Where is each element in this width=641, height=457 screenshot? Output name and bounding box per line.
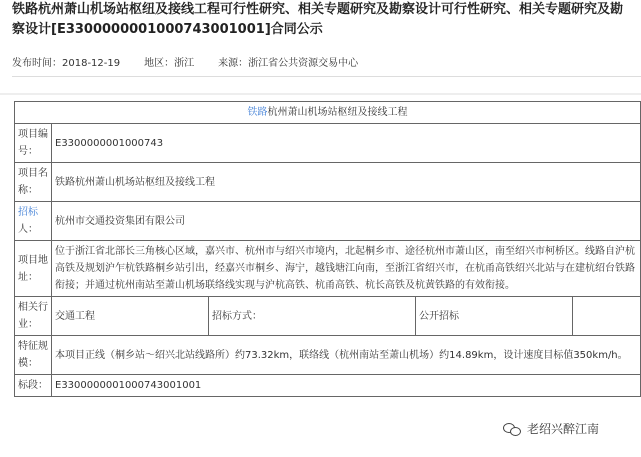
watermark <box>497 418 605 439</box>
scale-label: 特征规模： <box>15 336 52 375</box>
page-title: 铁路杭州萧山机场站枢纽及接线工程可行性研究、相关专题研究及勘察设计可行性研究、相关专题研究及勘察设计[E3300000001000743001001]合同公示 <box>12 2 624 37</box>
table-row <box>15 241 641 297</box>
industry-value: 交通工程 <box>52 297 209 336</box>
source-label: 来源： <box>218 58 249 69</box>
header-text: 杭州萧山机场站枢纽及接线工程 <box>267 107 408 118</box>
project-no-label: 项目编号： <box>15 124 52 163</box>
tender-label-rest: 人： <box>18 224 38 235</box>
tender-link[interactable]: 招标 <box>18 207 38 218</box>
method-value: 公开招标 <box>416 297 573 336</box>
tender-value: 杭州市交通投资集团有限公司 <box>52 202 641 241</box>
project-info-table <box>14 101 641 397</box>
section-label: 标段： <box>15 375 52 397</box>
source <box>218 54 358 69</box>
project-name-value: 铁路杭州萧山机场站枢纽及接线工程 <box>52 163 641 202</box>
project-name-label: 项目名称： <box>15 163 52 202</box>
source-value: 浙江省公共资源交易中心 <box>248 58 359 69</box>
table-row <box>15 297 641 336</box>
project-no-value: E3300000001000743 <box>52 124 641 163</box>
table-row <box>15 375 641 397</box>
region-label: 地区： <box>144 58 175 69</box>
header-link[interactable]: 铁路 <box>247 107 268 118</box>
table-header <box>15 102 641 124</box>
table-row <box>15 163 641 202</box>
industry-label: 相关行业： <box>15 297 52 336</box>
address-label: 项目地址： <box>15 241 52 297</box>
empty-cell <box>573 297 641 336</box>
publish-value: 2018-12-19 <box>62 58 121 69</box>
region-value: 浙江 <box>174 58 195 69</box>
tender-label <box>15 202 52 241</box>
watermark-text: 老绍兴醉江南 <box>527 422 600 436</box>
region <box>144 54 194 69</box>
divider <box>12 76 641 77</box>
wechat-icon <box>503 422 521 436</box>
table-row <box>15 124 641 163</box>
section-divider <box>0 93 641 95</box>
publish-label: 发布时间： <box>12 58 62 69</box>
article-meta <box>12 54 358 69</box>
section-value: E3300000001000743001001 <box>52 375 641 397</box>
table-row <box>15 202 641 241</box>
method-label: 招标方式： <box>209 297 416 336</box>
publish-date <box>12 54 120 69</box>
table-header-row <box>15 102 641 124</box>
table-row <box>15 336 641 375</box>
scale-value: 本项目正线（桐乡站～绍兴北站线路所）约73.32km，联络线（杭州南站至萧山机场）约14.89km，设计速度目标值350km/h。 <box>52 336 641 375</box>
address-value: 位于浙江省北部长三角核心区域，嘉兴市、杭州市与绍兴市境内，北起桐乡市、途径杭州市萧山区，南至绍兴市柯桥区。线路自沪杭高铁及规划沪乍杭铁路桐乡站引出，经嘉兴市桐乡、海宁，越钱塘江向南，至浙江省绍兴市，在杭甬高铁绍兴北站与在建杭绍台铁路衔接；并通过杭州南站至萧山机场联络线实现与沪杭高铁、杭甬高铁、杭长高铁及杭黄铁路的有效衔接。 <box>52 241 641 297</box>
